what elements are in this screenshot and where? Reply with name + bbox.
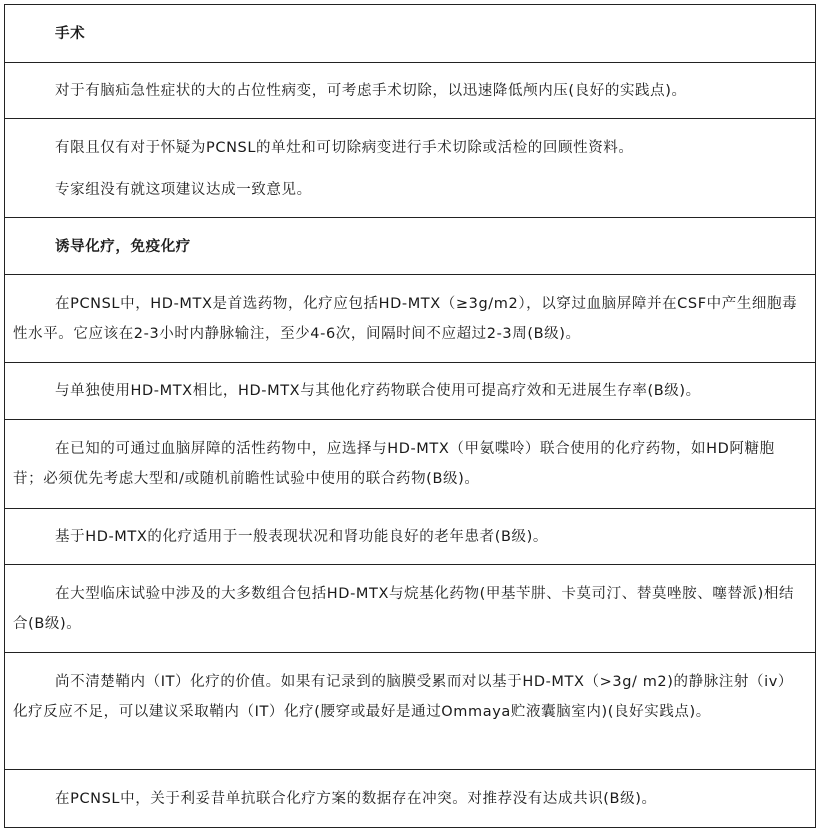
table-row [5, 653, 815, 770]
row-text: 专家组没有就这项建议达成一致意见。 [55, 182, 312, 198]
table-row [5, 119, 815, 218]
table-row [5, 63, 815, 119]
table-row [5, 770, 815, 828]
row-text: 对于有脑疝急性症状的大的占位性病变，可考虑手术切除，以迅速降低颅内压(良好的实践点)。 [55, 83, 687, 99]
section-header-induction [5, 218, 815, 275]
section-header-text: 诱导化疗，免疫化疗 [55, 239, 191, 255]
section-header-surgery [5, 5, 815, 63]
row-text: 在已知的可通过血脑屏障的活性药物中，应选择与HD-MTX（甲氨喋呤）联合使用的化疗药物，如HD阿糖胞苷；必须优先考虑大型和/或随机前瞻性试验中使用的联合药物(B级)。 [13, 441, 775, 487]
guideline-table [4, 4, 816, 828]
row-text: 与单独使用HD-MTX相比，HD-MTX与其他化疗药物联合使用可提高疗效和无进展生存率(B级)。 [55, 383, 701, 399]
table-row [5, 275, 815, 363]
table-row [5, 363, 815, 420]
row-text: 尚不清楚鞘内（IT）化疗的价值。如果有记录到的脑膜受累而对以基于HD-MTX（>3g/ m2)的静脉注射（iv）化疗反应不足，可以建议采取鞘内（IT）化疗(腰穿或最好是通过Ommaya贮液囊脑室内)(良好实践点)。 [13, 674, 794, 720]
row-text: 基于HD-MTX的化疗适用于一般表现状况和肾功能良好的老年患者(B级)。 [55, 529, 548, 545]
table-row [5, 509, 815, 565]
row-text: 有限且仅有对于怀疑为PCNSL的单灶和可切除病变进行手术切除或活检的回顾性资料。 [55, 140, 634, 156]
row-text: 在PCNSL中，HD-MTX是首选药物，化疗应包括HD-MTX（≥3g/m2），以穿过血脑屏障并在CSF中产生细胞毒性水平。它应该在2-3小时内静脉输注，至少4-6次，间隔时间不应超过2-3周(B级)。 [13, 296, 798, 342]
row-text: 在PCNSL中，关于利妥昔单抗联合化疗方案的数据存在冲突。对推荐没有达成共识(B级)。 [55, 791, 657, 807]
table-row [5, 420, 815, 509]
table-row [5, 565, 815, 653]
section-header-text: 手术 [55, 26, 86, 42]
row-text: 在大型临床试验中涉及的大多数组合包括HD-MTX与烷基化药物(甲基苄肼、卡莫司汀、替莫唑胺、噻替派)相结合(B级)。 [13, 586, 795, 632]
